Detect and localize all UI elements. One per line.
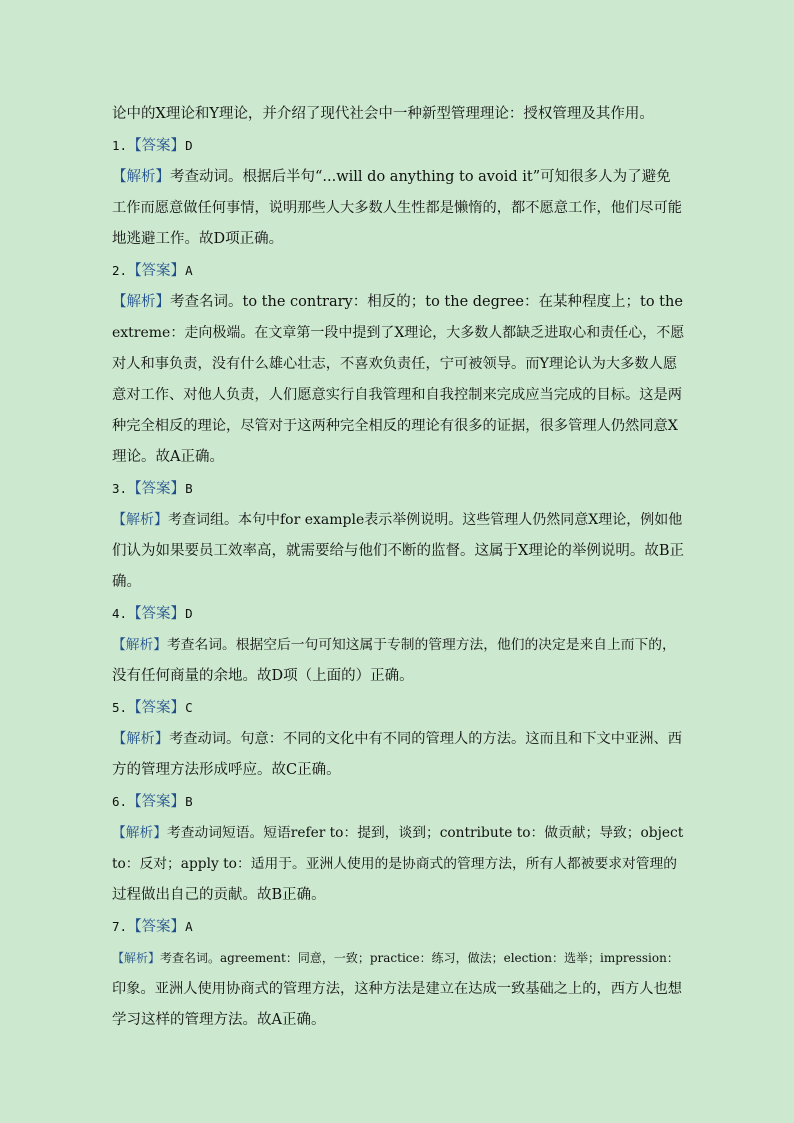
answer-line	[112, 598, 684, 630]
analysis-line	[112, 630, 684, 661]
analysis-text: 考查名词。根据空后一句可知这属于专制的管理方法，他们的决定是来自上而下的，	[167, 637, 676, 653]
analysis-tag: 【解析】	[112, 169, 170, 185]
analysis-tag: 【解析】	[112, 512, 168, 528]
analysis-tag: 【解析】	[112, 731, 170, 747]
answer-letter: C	[185, 700, 193, 715]
analysis-line	[112, 505, 684, 536]
analysis-text: 考查动词。句意：不同的文化中有不同的管理人的方法。这而且和下文中亚洲、西	[169, 731, 683, 747]
answer-line	[112, 911, 684, 943]
analysis-text: 意对工作、对他人负责，人们愿意实行自我管理和自我控制来完成应当完成的目标。这是两	[112, 387, 683, 403]
analysis-line	[112, 442, 684, 473]
analysis-text: 确。	[112, 574, 141, 590]
answer-tag: 【答案】	[127, 138, 186, 154]
analysis-line	[112, 1005, 684, 1036]
analysis-line	[112, 943, 684, 974]
analysis-line	[112, 193, 684, 224]
answer-list	[112, 130, 684, 1036]
document-page	[112, 99, 684, 1036]
answer-letter: A	[185, 263, 193, 278]
answer-line	[112, 786, 684, 818]
answer-tag: 【答案】	[127, 700, 186, 716]
analysis-line	[112, 849, 684, 880]
analysis-text: 们认为如果要员工效率高，就需要给与他们不断的监督。这属于X理论的举例说明。故B正	[112, 543, 684, 559]
question-number: 2.	[112, 263, 128, 278]
answer-tag: 【答案】	[127, 481, 186, 497]
analysis-text: 考查名词。agreement：同意，一致；practice：练习，做法；election：选举；impression：	[160, 951, 679, 965]
answer-line	[112, 692, 684, 724]
answer-letter: B	[185, 481, 193, 496]
analysis-text: 印象。亚洲人使用协商式的管理方法，这种方法是建立在达成一致基础之上的，西方人也想	[112, 981, 683, 997]
analysis-line	[112, 536, 684, 567]
analysis-text: 学习这样的管理方法。故A正确。	[112, 1012, 326, 1028]
analysis-text: 过程做出自己的贡献。故B正确。	[112, 887, 326, 903]
analysis-text: 工作而愿意做任何事情，说明那些人大多数人生性都是懒惰的，都不愿意工作，他们尽可能	[112, 200, 683, 216]
analysis-text: 地逃避工作。故D项正确。	[112, 231, 284, 247]
analysis-tag: 【解析】	[112, 294, 170, 310]
analysis-tag: 【解析】	[112, 825, 168, 841]
analysis-line	[112, 567, 684, 598]
analysis-line	[112, 724, 684, 755]
analysis-line	[112, 974, 684, 1005]
analysis-line	[112, 818, 684, 849]
analysis-text: 理论。故A正确。	[112, 449, 224, 465]
analysis-line	[112, 411, 684, 442]
answer-line	[112, 255, 684, 287]
analysis-line	[112, 880, 684, 911]
analysis-line	[112, 287, 684, 318]
analysis-line	[112, 162, 684, 193]
analysis-text: 考查名词。to the contrary：相反的；to the degree：在某种程度上；to the	[170, 294, 683, 310]
answer-letter: B	[185, 794, 193, 809]
analysis-text: extreme：走向极端。在文章第一段中提到了X理论，大多数人都缺乏进取心和责任心，不愿	[112, 325, 685, 341]
question-number: 1.	[112, 138, 128, 153]
answer-letter: D	[185, 138, 193, 153]
analysis-text: 方的管理方法形成呼应。故C正确。	[112, 762, 341, 778]
analysis-text: 种完全相反的理论，尽管对于这两种完全相反的理论有很多的证据，很多管理人仍然同意X	[112, 418, 678, 434]
analysis-text: 没有任何商量的余地。故D项（上面的）正确。	[112, 668, 414, 684]
analysis-line	[112, 318, 684, 349]
answer-line	[112, 130, 684, 162]
question-number: 4.	[112, 606, 128, 621]
analysis-line	[112, 224, 684, 255]
question-number: 3.	[112, 481, 128, 496]
analysis-tag: 【解析】	[112, 951, 161, 965]
answer-tag: 【答案】	[127, 794, 186, 810]
analysis-line	[112, 380, 684, 411]
analysis-line	[112, 349, 684, 380]
answer-tag: 【答案】	[127, 919, 186, 935]
analysis-tag: 【解析】	[112, 637, 168, 653]
question-number: 6.	[112, 794, 128, 809]
analysis-line	[112, 755, 684, 786]
intro-paragraph: 论中的X理论和Y理论，并介绍了现代社会中一种新型管理理论：授权管理及其作用。	[112, 106, 654, 122]
question-number: 7.	[112, 919, 128, 934]
answer-tag: 【答案】	[127, 263, 186, 279]
analysis-text: 考查动词短语。短语refer to：提到，谈到；contribute to：做贡献；导致；object	[167, 825, 684, 841]
answer-letter: A	[185, 919, 193, 934]
question-number: 5.	[112, 700, 128, 715]
answer-letter: D	[185, 606, 193, 621]
analysis-text: to：反对；apply to：适用于。亚洲人使用的是协商式的管理方法，所有人都被要求对管理的	[112, 856, 677, 872]
answer-tag: 【答案】	[127, 606, 186, 622]
analysis-text: 考查动词。根据后半句“...will do anything to avoid it”可知很多人为了避免	[170, 169, 671, 185]
answer-line	[112, 473, 684, 505]
analysis-line	[112, 661, 684, 692]
analysis-text: 对人和事负责，没有什么雄心壮志，不喜欢负责任，宁可被领导。而Y理论认为大多数人愿	[112, 356, 678, 372]
analysis-text: 考查词组。本句中for example表示举例说明。这些管理人仍然同意X理论，例如他	[168, 512, 683, 528]
